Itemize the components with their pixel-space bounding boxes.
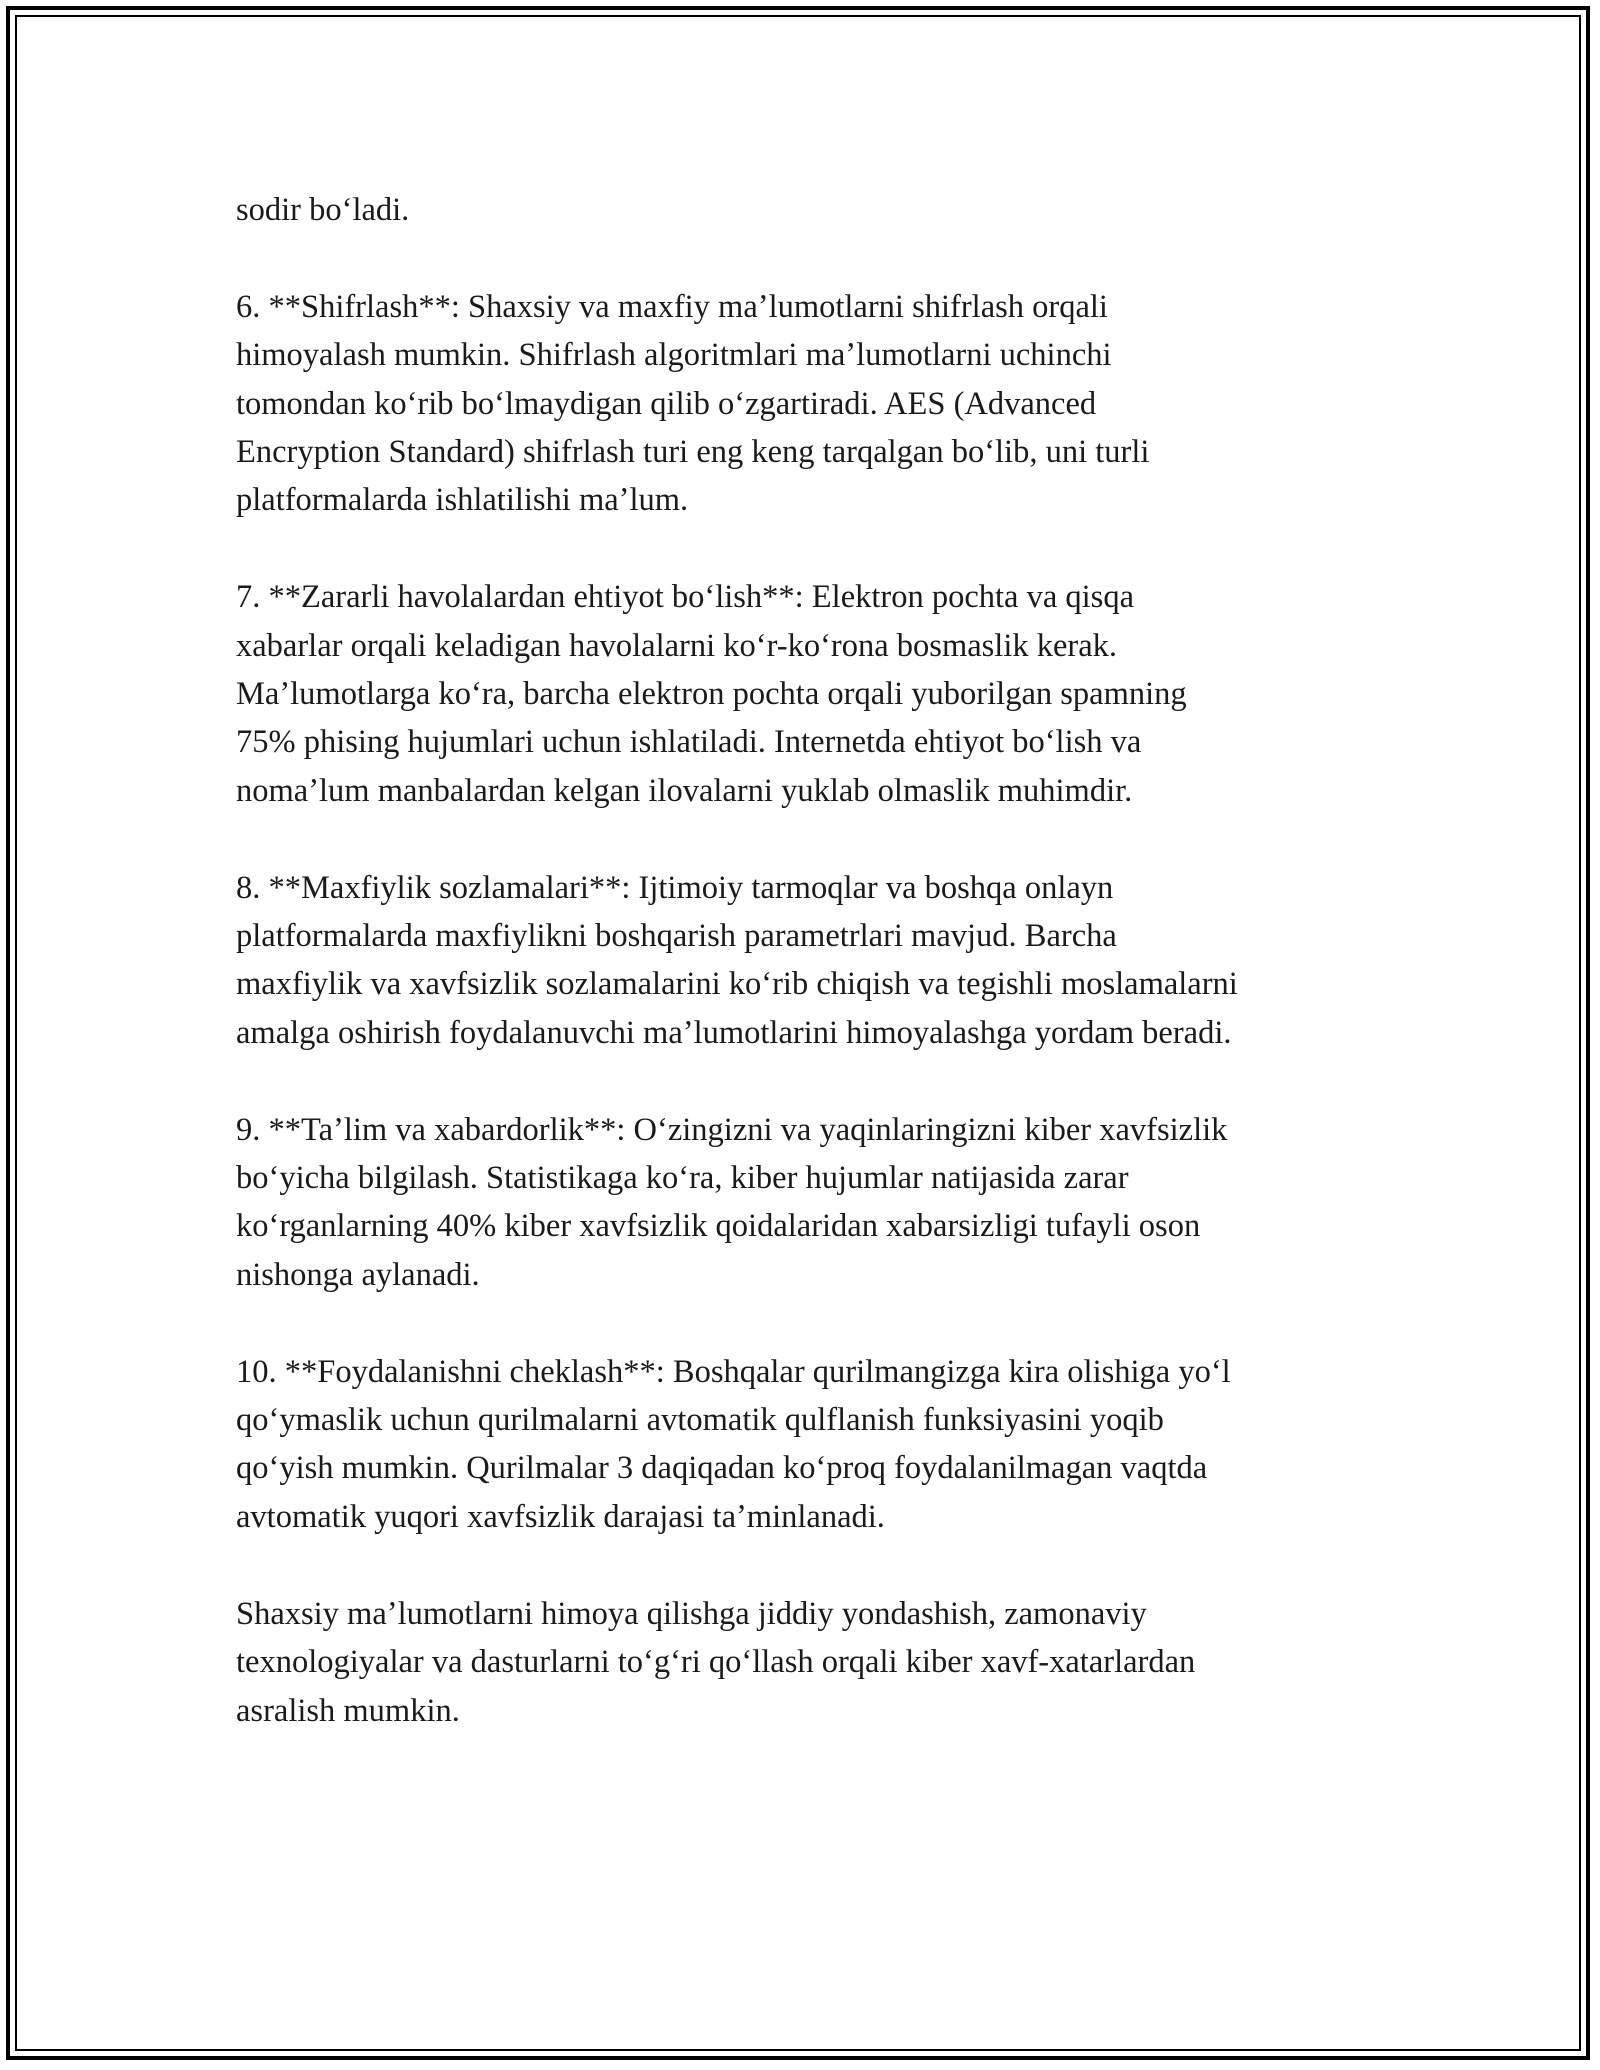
paragraph-item-9-education: [236, 1106, 1386, 1300]
text-line: qoʻymaslik uchun qurilmalarni avtomatik qulflanish funksiyasini yoqib: [236, 1402, 1164, 1439]
paragraph-item-10-access-restriction: [236, 1348, 1386, 1542]
text-line: tomondan koʻrib boʻlmaydigan qilib oʻzgartiradi. AES (Advanced: [236, 385, 1097, 422]
paragraph-continuation: [236, 186, 1386, 234]
paragraph-item-7-links: [236, 573, 1386, 815]
text-line: koʻrganlarning 40% kiber xavfsizlik qoidalaridan xabarsizligi tufayli oson: [236, 1208, 1201, 1245]
text-line: 8. **Maxfiylik sozlamalari**: Ijtimoiy tarmoqlar va boshqa onlayn: [236, 869, 1114, 906]
text-line: 10. **Foydalanishni cheklash**: Boshqalar qurilmangizga kira olishiga yoʻl: [236, 1353, 1231, 1390]
text-line: maxfiylik va xavfsizlik sozlamalarini koʻrib chiqish va tegishli moslamalarni: [236, 966, 1238, 1003]
text-line: asralish mumkin.: [236, 1692, 460, 1729]
text-line: 7. **Zararli havolalardan ehtiyot boʻlish**: Elektron pochta va qisqa: [236, 579, 1135, 616]
text-line: boʻyicha bilgilash. Statistikaga koʻra, kiber hujumlar natijasida zarar: [236, 1160, 1129, 1197]
text-line: nishonga aylanadi.: [236, 1256, 480, 1293]
text-line: avtomatik yuqori xavfsizlik darajasi taʼminlanadi.: [236, 1498, 885, 1535]
paragraph-item-6-encryption: [236, 283, 1386, 525]
text-line: platformalarda maxfiylikni boshqarish parametrlari mavjud. Barcha: [236, 918, 1117, 955]
text-line: 75% phising hujumlari uchun ishlatiladi. Internetda ehtiyot boʻlish va: [236, 724, 1142, 761]
text-line: 9. **Taʼlim va xabardorlik**: Oʻzingizni va yaqinlaringizni kiber xavfsizlik: [236, 1111, 1228, 1148]
text-line: nomaʼlum manbalardan kelgan ilovalarni yuklab olmaslik muhimdir.: [236, 772, 1133, 809]
text-line: Maʼlumotlarga koʻra, barcha elektron pochta orqali yuborilgan spamning: [236, 676, 1187, 713]
text-line: qoʻyish mumkin. Qurilmalar 3 daqiqadan koʻproq foydalanilmagan vaqtda: [236, 1450, 1208, 1487]
text-line: amalga oshirish foydalanuvchi maʼlumotlarini himoyalashga yordam beradi.: [236, 1014, 1232, 1051]
text-line: platformalarda ishlatilishi maʼlum.: [236, 482, 689, 519]
paragraph-conclusion: [236, 1590, 1386, 1735]
paragraph-item-8-privacy-settings: [236, 864, 1386, 1058]
text-line: xabarlar orqali keladigan havolalarni koʻr-koʻrona bosmaslik kerak.: [236, 627, 1118, 664]
text-line: himoyalash mumkin. Shifrlash algoritmlari maʼlumotlarni uchinchi: [236, 337, 1112, 374]
text-line: Encryption Standard) shifrlash turi eng keng tarqalgan boʻlib, uni turli: [236, 434, 1150, 471]
text-line: sodir boʻladi.: [236, 192, 410, 228]
text-line: texnologiyalar va dasturlarni toʻgʻri qoʻllash orqali kiber xavf-xatarlardan: [236, 1644, 1196, 1681]
text-line: Shaxsiy maʼlumotlarni himoya qilishga jiddiy yondashish, zamonaviy: [236, 1595, 1147, 1632]
document-body: [236, 186, 1386, 1783]
text-line: 6. **Shifrlash**: Shaxsiy va maxfiy maʼlumotlarni shifrlash orqali: [236, 288, 1108, 325]
